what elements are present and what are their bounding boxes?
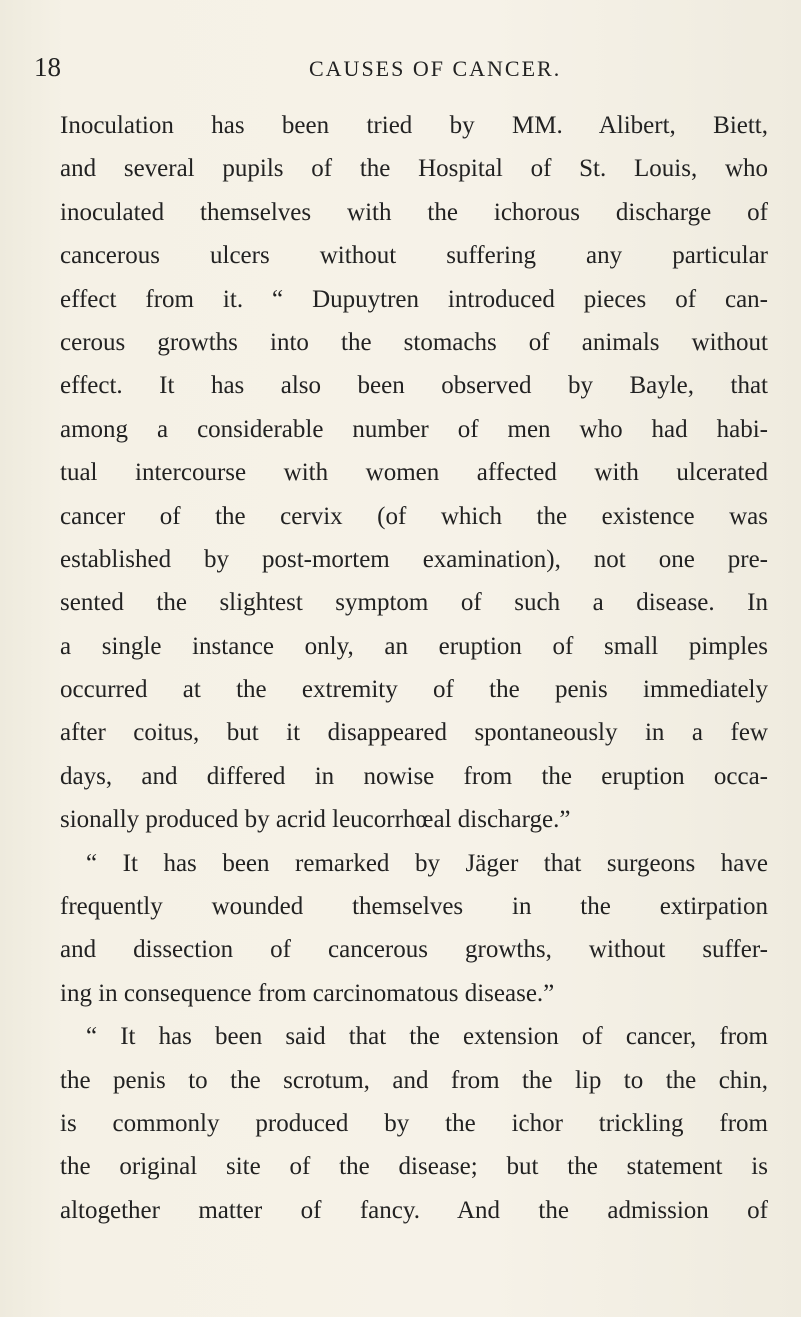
body-text <box>60 104 768 1232</box>
text-line: inoculated themselves with the ichorous discharge of <box>60 198 768 226</box>
text-line: sionally produced by acrid leucorrhœal discharge.” <box>60 806 571 834</box>
text-line: among a considerable number of men who had habi- <box>60 415 768 443</box>
text-line: the original site of the disease; but the statement is <box>60 1153 768 1181</box>
text-line: altogether matter of fancy. And the admission of <box>60 1196 768 1224</box>
text-line: “ It has been said that the extension of cancer, from <box>86 1023 768 1051</box>
text-line: cancer of the cervix (of which the existence was <box>60 502 768 530</box>
text-line: sented the slightest symptom of such a disease. In <box>60 589 768 617</box>
text-line: the penis to the scrotum, and from the lip to the chin, <box>60 1066 768 1094</box>
text-line: cancerous ulcers without suffering any particular <box>60 242 768 270</box>
text-line: is commonly produced by the ichor trickling from <box>60 1109 768 1137</box>
text-line: days, and differed in nowise from the eruption occa- <box>60 762 768 790</box>
text-line: effect. It has also been observed by Bayle, that <box>60 372 768 400</box>
page-number: 18 <box>34 52 61 82</box>
text-line: and several pupils of the Hospital of St. Louis, who <box>60 155 768 183</box>
running-title: CAUSES OF CANCER. <box>309 56 562 81</box>
page-header <box>34 52 734 92</box>
text-line: a single instance only, an eruption of small pimples <box>60 632 768 660</box>
text-line: “ It has been remarked by Jäger that surgeons have <box>86 849 768 877</box>
text-line: occurred at the extremity of the penis immediately <box>60 676 768 704</box>
text-line: ing in consequence from carcinomatous disease.” <box>60 979 555 1007</box>
text-line: and dissection of cancerous growths, without suffer- <box>60 936 768 964</box>
text-line: after coitus, but it disappeared spontaneously in a few <box>60 719 768 747</box>
text-line: established by post-mortem examination), not one pre- <box>60 545 768 573</box>
text-line: frequently wounded themselves in the extirpation <box>60 893 768 921</box>
text-line: effect from it. “ Dupuytren introduced pieces of can- <box>60 285 768 313</box>
text-line: Inoculation has been tried by MM. Alibert, Biett, <box>60 112 768 139</box>
text-line: tual intercourse with women affected with ulcerated <box>60 459 768 487</box>
text-line: cerous growths into the stomachs of animals without <box>60 328 768 356</box>
